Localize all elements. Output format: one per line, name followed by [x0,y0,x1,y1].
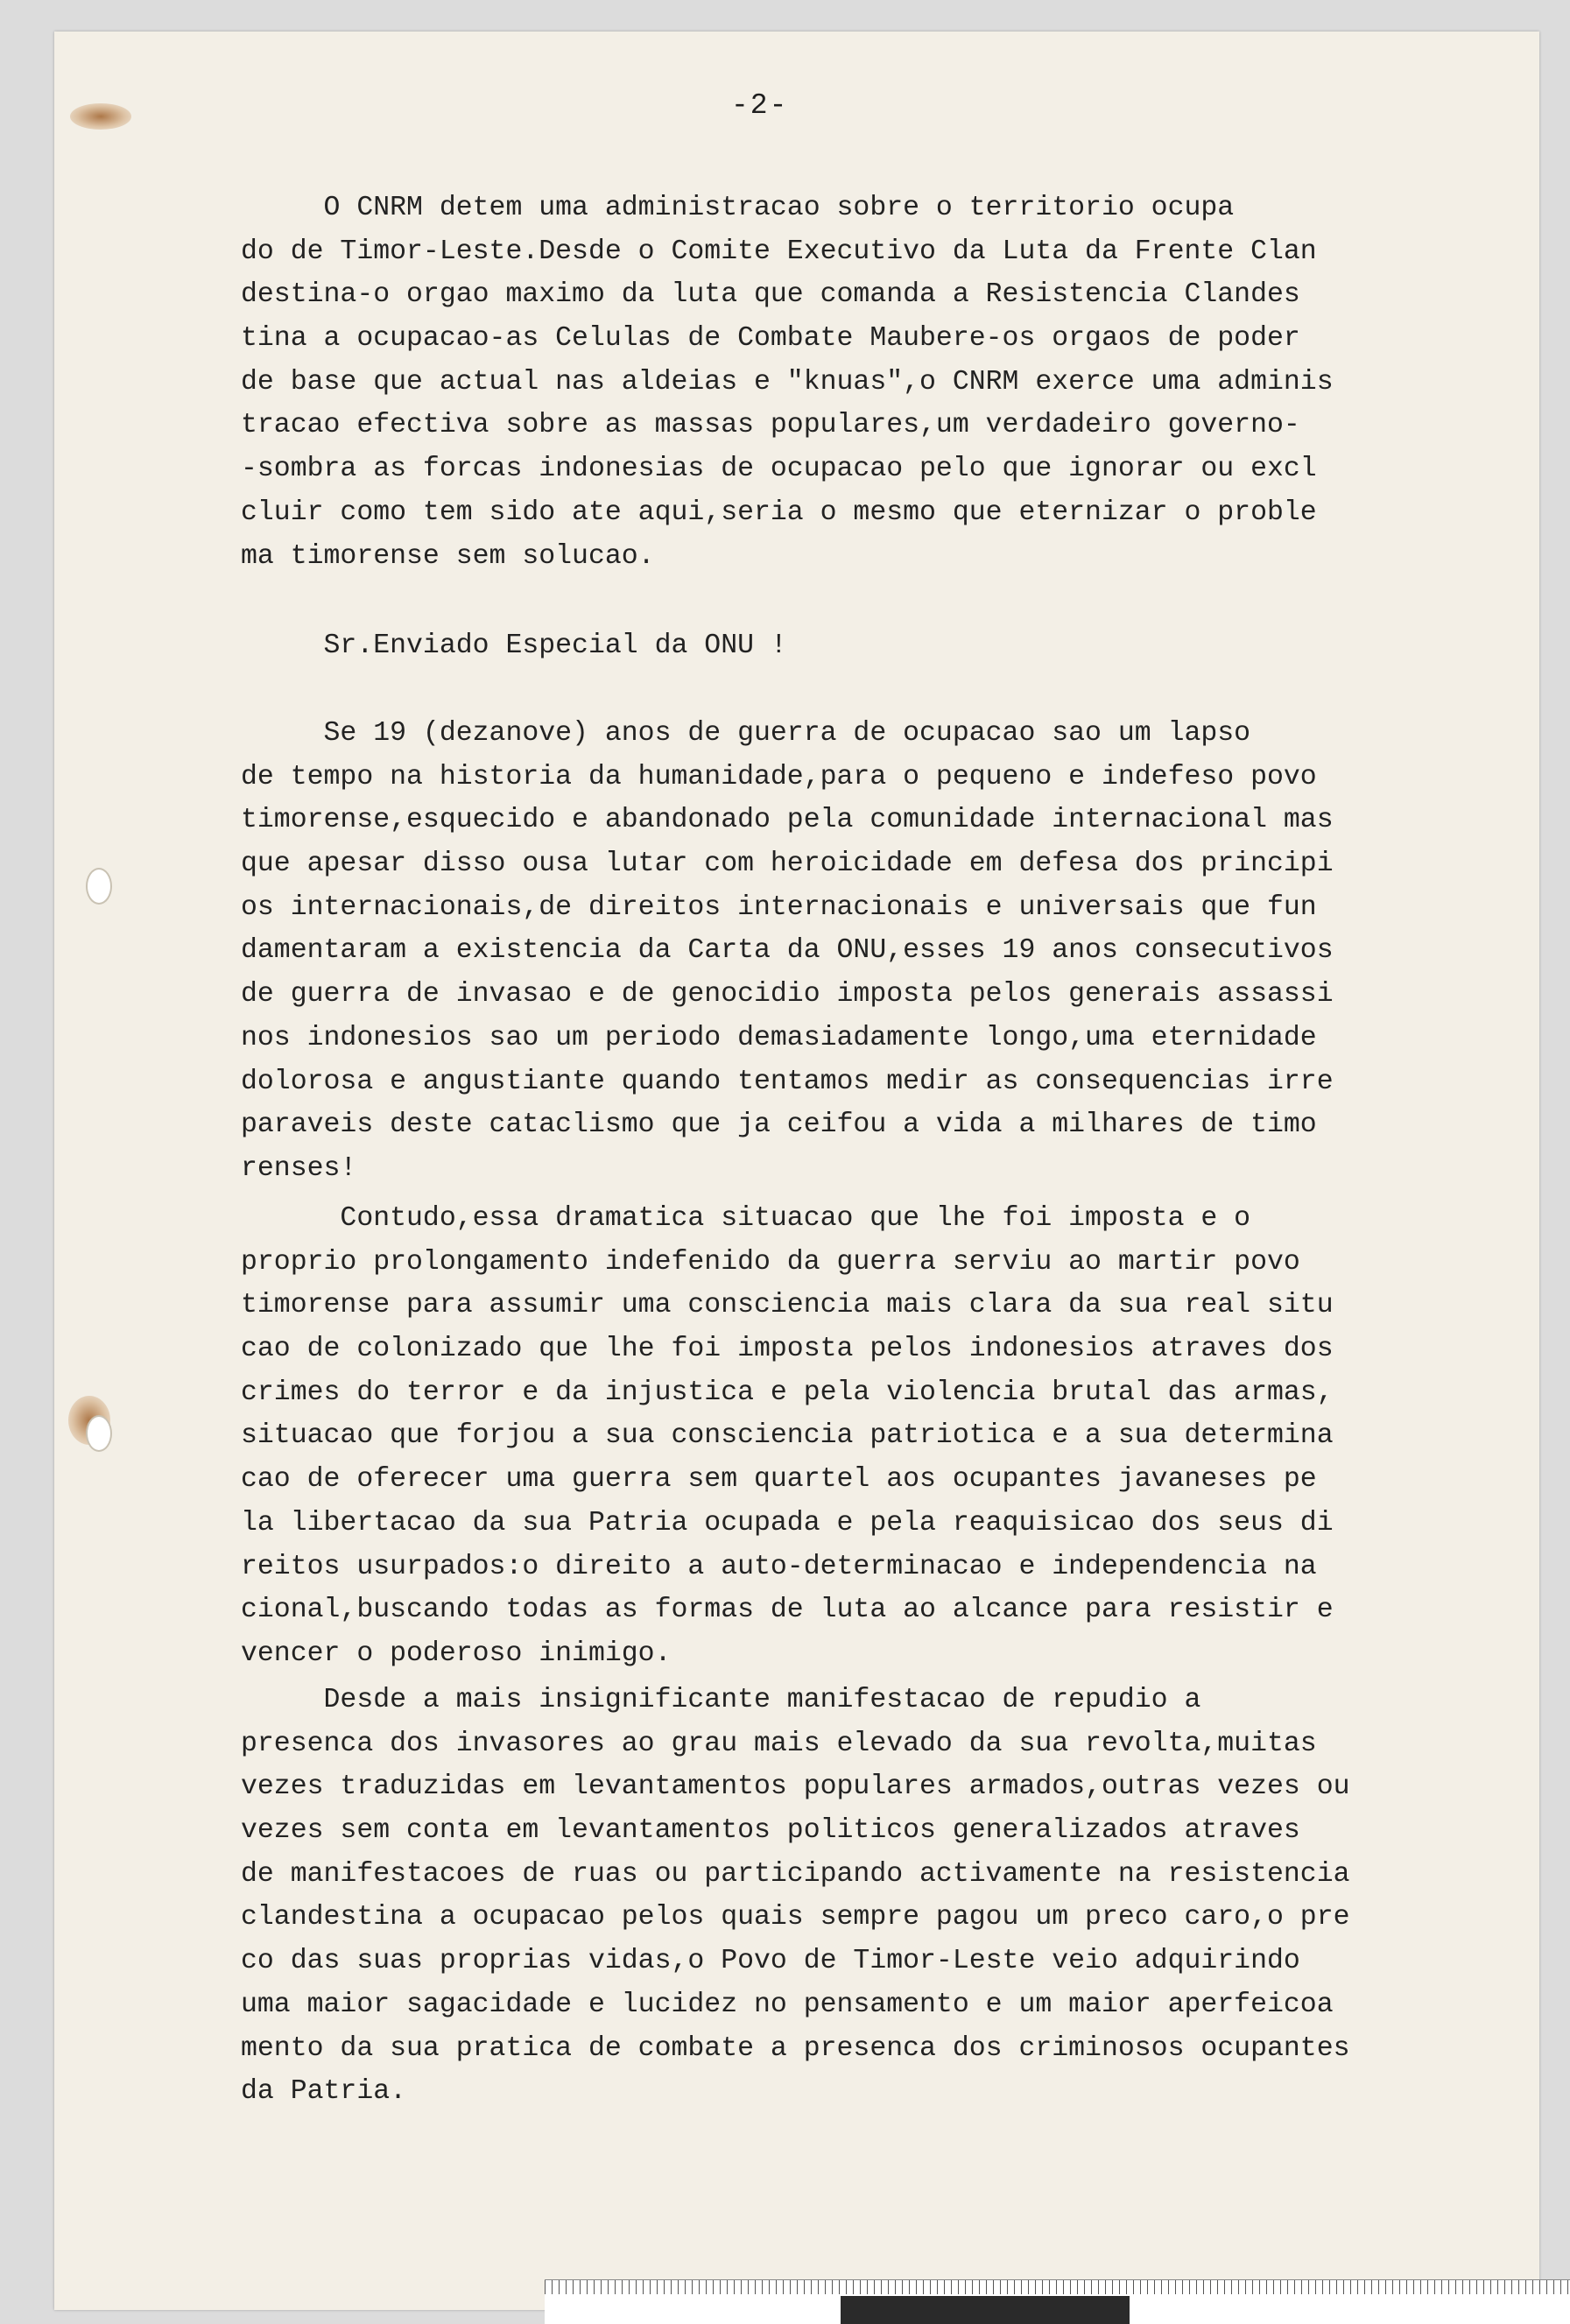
text-line: presenca dos invasores ao grau mais elevado da sua revolta,muitas [241,1728,1317,1759]
ruler-segment [841,2296,1130,2324]
rust-stain-top [70,103,131,130]
text-line: cao de colonizado que lhe foi imposta pelos indonesios atraves dos [241,1334,1334,1365]
paragraph-2 [241,712,1449,1191]
text-line: que apesar disso ousa lutar com heroicidade em defesa dos principi [241,849,1334,880]
text-line: -sombra as forcas indonesias de ocupacao pelo que ignorar ou excl [241,454,1317,485]
text-line: proprio prolongamento indefenido da guerra serviu ao martir povo [241,1246,1300,1278]
text-line: de base que actual nas aldeias e "knuas",o CNRM exerce uma adminis [241,366,1334,398]
text-line: timorense para assumir uma consciencia mais clara da sua real situ [241,1290,1334,1321]
text-line: cluir como tem sido ate aqui,seria o mesmo que eternizar o proble [241,496,1317,528]
punch-hole-bottom [86,1415,112,1452]
ruler-segment [1130,2296,1567,2324]
text-line: damentaram a existencia da Carta da ONU,esses 19 anos consecutivos [241,935,1334,967]
text-line: la libertacao da sua Patria ocupada e pela reaquisicao dos seus di [241,1507,1334,1539]
text-line: O CNRM detem uma administracao sobre o territorio ocupa [241,193,1235,223]
text-line: cao de oferecer uma guerra sem quartel aos ocupantes javaneses pe [241,1464,1317,1496]
text-line: mento da sua pratica de combate a presenca dos criminosos ocupantes [241,2032,1350,2064]
text-line: renses! [241,1152,357,1184]
text-line: clandestina a ocupacao pelos quais sempre pagou um preco caro,o pre [241,1902,1350,1933]
text-line: cional,buscando todas as formas de luta ao alcance para resistir e [241,1595,1334,1626]
punch-hole-top [86,868,112,905]
salutation [241,624,1449,668]
text-line: de tempo na historia da humanidade,para o pequeno e indefeso povo [241,761,1317,792]
text-line: situacao que forjou a sua consciencia patriotica e a sua determina [241,1420,1334,1452]
page-number: -2- [731,89,789,122]
text-line: reitos usurpados:o direito a auto-determinacao e independencia na [241,1551,1317,1582]
text-line: nos indonesios sao um periodo demasiadamente longo,uma eternidade [241,1022,1317,1053]
text-line: ma timorense sem solucao. [241,540,655,572]
text-line: Desde a mais insignificante manifestacao de repudio a [241,1685,1201,1715]
text-line: de guerra de invasao e de genocidio imposta pelos generais assassi [241,979,1334,1011]
text-line: Se 19 (dezanove) anos de guerra de ocupacao sao um lapso [241,718,1251,749]
text-line: paraveis deste cataclismo que ja ceifou a vida a milhares de timo [241,1109,1317,1141]
text-line: tracao efectiva sobre as massas populares,um verdadeiro governo- [241,410,1300,441]
text-line: dolorosa e angustiante quando tentamos medir as consequencias irre [241,1066,1334,1097]
paragraph-3 [241,1197,1449,1676]
paragraph-1 [241,187,1449,578]
text-line: co das suas proprias vidas,o Povo de Timor-Leste veio adquirindo [241,1946,1300,1977]
text-line: Contudo,essa dramatica situacao que lhe foi imposta e o [241,1203,1251,1234]
text-line: da Patria. [241,2076,407,2108]
text-line: crimes do terror e da injustica e pela violencia brutal das armas, [241,1377,1334,1408]
text-line: destina-o orgao maximo da luta que comanda a Resistencia Clandes [241,279,1300,311]
text-line: tina a ocupacao-as Celulas de Combate Maubere-os orgaos de poder [241,323,1300,355]
text-line: Sr.Enviado Especial da ONU ! [241,630,787,661]
scale-ruler [545,2279,1570,2324]
text-line: os internacionais,de direitos internacionais e universais que fun [241,891,1317,923]
text-line: vezes sem conta em levantamentos politicos generalizados atraves [241,1815,1300,1847]
text-line: uma maior sagacidade e lucidez no pensamento e um maior aperfeicoa [241,1989,1334,2020]
paragraph-4 [241,1679,1449,2114]
text-line: de manifestacoes de ruas ou participando activamente na resistencia [241,1858,1350,1890]
text-line: do de Timor-Leste.Desde o Comite Executivo da Luta da Frente Clan [241,236,1317,267]
text-line: vencer o poderoso inimigo. [241,1637,672,1669]
text-line: timorense,esquecido e abandonado pela comunidade internacional mas [241,805,1334,836]
text-line: vezes traduzidas em levantamentos populares armados,outras vezes ou [241,1771,1350,1803]
